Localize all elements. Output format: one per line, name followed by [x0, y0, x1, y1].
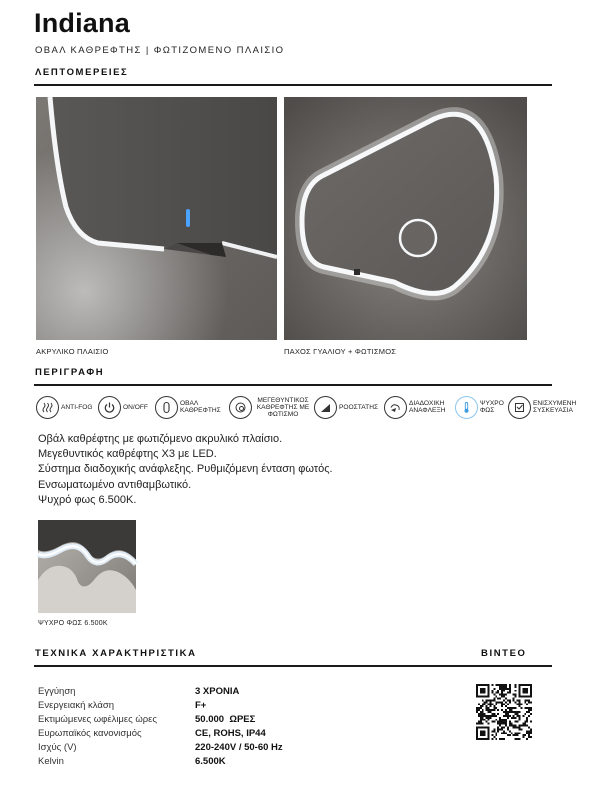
description-line: Ψυχρό φως 6.500Κ.	[38, 493, 137, 506]
spec-value: 6.500K	[195, 756, 226, 767]
spec-label: Εγγύηση	[38, 686, 76, 697]
spec-value: 220-240V / 50-60 Hz	[195, 742, 283, 753]
feature-label: ΨΥΧΡΟ ΦΩΣ	[480, 400, 504, 414]
feature-reinforced-packaging	[508, 394, 577, 420]
spec-label: Ισχύς (V)	[38, 742, 77, 753]
feature-label: ΟΒΑΛ ΚΑΘΡΕΦΤΗΣ	[180, 400, 221, 414]
product-subtitle: ΟΒΑΛ ΚΑΘΡΕΦΤΗΣ | ΦΩΤΙΖΟΜΕΝΟ ΠΛΑΙΣΙΟ	[35, 45, 285, 56]
spec-label: Kelvin	[38, 756, 64, 767]
description-line: Μεγεθυντικός καθρέφτης Χ3 με LED.	[38, 448, 217, 461]
feature-label: ON/OFF	[123, 403, 148, 411]
details-divider	[34, 84, 552, 86]
description-line: Ενσωματωμένο αντιθαμβωτικό.	[38, 478, 192, 491]
feature-label: ΡΟΟΣΤΑΤΗΣ	[339, 403, 379, 411]
description-line: Οβάλ καθρέφτης με φωτιζόμενο ακρυλικό πλαίσιο.	[38, 433, 283, 445]
description-line: Σύστημα διαδοχικής ανάφλεξης. Ρυθμιζόμενη ένταση φωτός.	[38, 463, 333, 476]
details-heading: ΛΕΠΤΟΜΕΡΕΙΕΣ	[35, 67, 129, 78]
feature-sequential-ignition	[384, 394, 455, 420]
feature-label: ΜΕΓΕΘΥΝΤΙΚΟΣ ΚΑΘΡΕΦΤΗΣ ΜΕ ΦΩΤΙΣΜΟ	[256, 396, 310, 418]
magnifier-icon	[229, 396, 252, 419]
photo1-caption: ΑΚΡΥΛΙΚΟ ΠΛΑΙΣΙΟ	[36, 347, 109, 356]
feature-magnifier	[229, 394, 312, 420]
feature-oval-mirror	[155, 394, 221, 420]
video-qr-code[interactable]	[476, 684, 532, 740]
reinforced-pack-icon	[508, 396, 531, 419]
oval-mirror-icon	[155, 396, 178, 419]
anti-fog-icon	[36, 396, 59, 419]
glass-lighting-photo	[284, 97, 527, 340]
spec-label: Ενεργειακή κλάση	[38, 700, 114, 711]
cold-light-photo	[38, 520, 136, 613]
power-icon	[98, 396, 121, 419]
feature-dimmer	[314, 394, 378, 420]
product-title: Indiana	[34, 8, 130, 38]
video-heading: ΒΙΝΤΕΟ	[481, 648, 527, 659]
feature-anti-fog	[36, 394, 93, 420]
sequential-ignition-icon	[384, 396, 407, 419]
specs-heading: ΤΕΧΝΙΚΑ ΧΑΡΑΚΤΗΡΙΣΤΙΚΑ	[35, 648, 197, 659]
spec-value: 50.000 ΩΡΕΣ	[195, 714, 256, 725]
description-heading: ΠΕΡΙΓΡΑΦΗ	[35, 367, 105, 378]
feature-label: ANTI-FOG	[61, 403, 93, 411]
feature-label: ΕΝΙΣΧΥΜΕΝΗ ΣΥΣΚΕΥΑΣΙΑ	[533, 400, 577, 414]
spec-value: CE, ROHS, IP44	[195, 728, 266, 739]
spec-value: F+	[195, 700, 207, 711]
specs-divider	[34, 665, 552, 667]
photo2-caption: ΠΑΧΟΣ ΓΥΑΛΙΟΥ + ΦΩΤΙΣΜΟΣ	[284, 347, 397, 356]
thermometer-icon	[455, 396, 478, 419]
cold-light-caption: ΨΥΧΡΟ ΦΩΣ 6.500Κ	[38, 620, 108, 627]
description-text	[38, 432, 333, 508]
spec-label: Εκτιμώμενες ωφέλιμες ώρες	[38, 714, 157, 725]
dimmer-icon	[314, 396, 337, 419]
feature-cold-light	[455, 394, 504, 420]
feature-on-off	[98, 394, 148, 420]
spec-value: 3 ΧΡΟΝΙΑ	[195, 686, 240, 697]
acrylic-frame-photo	[36, 97, 277, 340]
feature-label: ΔΙΑΔΟΧΙΚΗ ΑΝΑΦΛΕΞΗ	[409, 400, 446, 414]
spec-label: Ευρωπαϊκός κανονισμός	[38, 728, 142, 739]
description-divider	[34, 384, 552, 386]
